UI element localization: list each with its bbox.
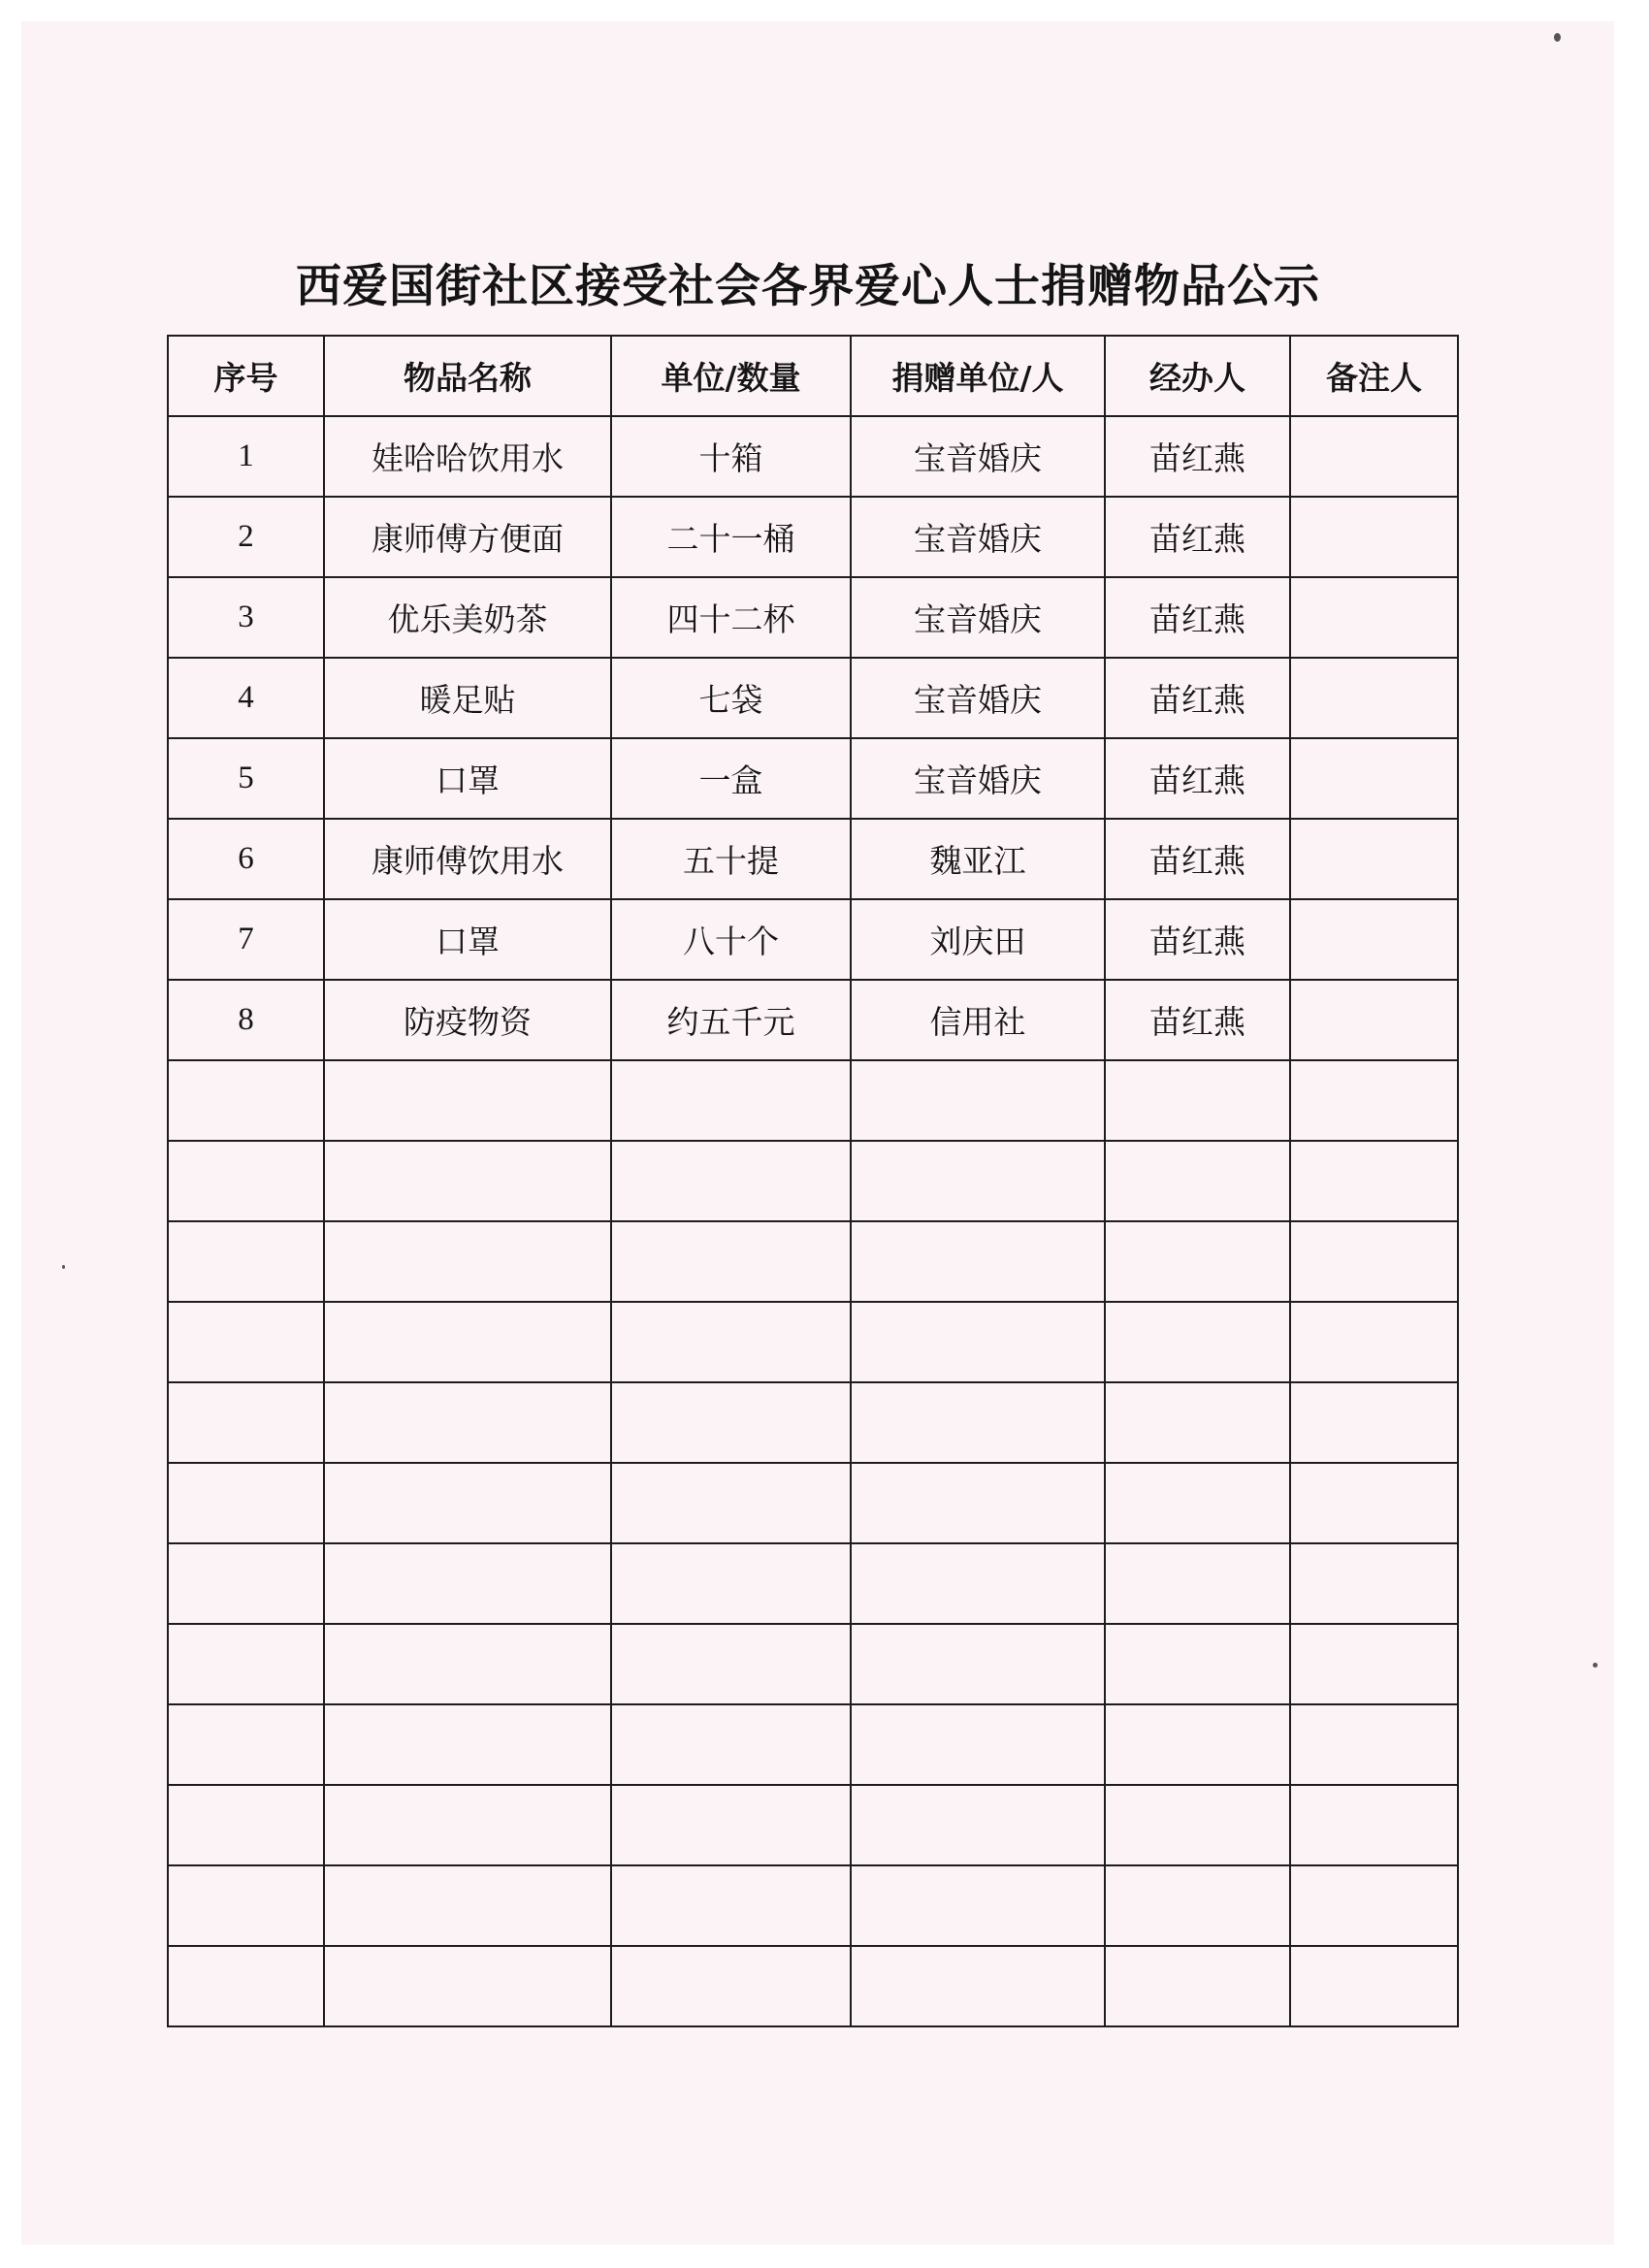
empty-cell <box>851 1060 1105 1141</box>
empty-cell <box>1290 1302 1458 1382</box>
table-row <box>168 899 1458 980</box>
empty-table-row <box>168 1785 1458 1865</box>
empty-cell <box>611 1785 851 1865</box>
empty-cell <box>1105 1221 1290 1302</box>
cell-donor: 刘庆田 <box>851 899 1105 980</box>
empty-cell <box>168 1946 324 2026</box>
empty-cell <box>324 1624 611 1704</box>
empty-table-row <box>168 1624 1458 1704</box>
empty-cell <box>1290 1543 1458 1624</box>
empty-cell <box>851 1382 1105 1463</box>
empty-cell <box>168 1221 324 1302</box>
empty-cell <box>1105 1946 1290 2026</box>
empty-cell <box>1105 1463 1290 1543</box>
cell-handler: 苗红燕 <box>1105 980 1290 1060</box>
empty-cell <box>851 1543 1105 1624</box>
cell-item-name: 娃哈哈饮用水 <box>324 416 611 497</box>
cell-donor: 宝音婚庆 <box>851 416 1105 497</box>
cell-donor: 宝音婚庆 <box>851 658 1105 738</box>
scan-speck <box>62 1265 65 1269</box>
cell-item-name: 口罩 <box>324 899 611 980</box>
cell-quantity: 十箱 <box>611 416 851 497</box>
empty-cell <box>324 1946 611 2026</box>
empty-cell <box>168 1704 324 1785</box>
empty-cell <box>1105 1543 1290 1624</box>
empty-table-row <box>168 1060 1458 1141</box>
empty-table-row <box>168 1543 1458 1624</box>
empty-cell <box>168 1785 324 1865</box>
table-header-row <box>168 336 1458 416</box>
empty-cell <box>1105 1865 1290 1946</box>
empty-cell <box>324 1543 611 1624</box>
empty-cell <box>611 1865 851 1946</box>
table-row <box>168 416 1458 497</box>
cell-serial: 6 <box>168 819 324 899</box>
empty-cell <box>168 1141 324 1221</box>
header-handler: 经办人 <box>1105 336 1290 416</box>
cell-serial: 4 <box>168 658 324 738</box>
cell-handler: 苗红燕 <box>1105 497 1290 577</box>
empty-cell <box>1105 1624 1290 1704</box>
empty-cell <box>1105 1141 1290 1221</box>
empty-cell <box>851 1785 1105 1865</box>
cell-donor: 宝音婚庆 <box>851 738 1105 819</box>
cell-quantity: 四十二杯 <box>611 577 851 658</box>
cell-remark <box>1290 497 1458 577</box>
scanned-page <box>21 21 1614 2245</box>
cell-handler: 苗红燕 <box>1105 738 1290 819</box>
empty-cell <box>611 1463 851 1543</box>
empty-cell <box>611 1302 851 1382</box>
cell-serial: 3 <box>168 577 324 658</box>
empty-cell <box>1290 1060 1458 1141</box>
empty-cell <box>324 1302 611 1382</box>
empty-table-row <box>168 1946 1458 2026</box>
header-remark: 备注人 <box>1290 336 1458 416</box>
empty-cell <box>611 1141 851 1221</box>
empty-cell <box>1290 1865 1458 1946</box>
cell-item-name: 暖足贴 <box>324 658 611 738</box>
empty-cell <box>611 1382 851 1463</box>
empty-cell <box>324 1060 611 1141</box>
empty-cell <box>168 1865 324 1946</box>
empty-cell <box>851 1302 1105 1382</box>
cell-serial: 1 <box>168 416 324 497</box>
cell-remark <box>1290 658 1458 738</box>
empty-cell <box>1290 1704 1458 1785</box>
empty-table-row <box>168 1382 1458 1463</box>
cell-remark <box>1290 819 1458 899</box>
cell-quantity: 七袋 <box>611 658 851 738</box>
empty-cell <box>168 1543 324 1624</box>
cell-item-name: 防疫物资 <box>324 980 611 1060</box>
empty-cell <box>324 1221 611 1302</box>
empty-cell <box>851 1624 1105 1704</box>
empty-table-row <box>168 1865 1458 1946</box>
empty-cell <box>324 1463 611 1543</box>
table-row <box>168 497 1458 577</box>
empty-cell <box>1105 1704 1290 1785</box>
empty-cell <box>168 1060 324 1141</box>
empty-cell <box>1290 1463 1458 1543</box>
cell-item-name: 优乐美奶茶 <box>324 577 611 658</box>
empty-cell <box>851 1946 1105 2026</box>
empty-cell <box>324 1704 611 1785</box>
empty-cell <box>324 1141 611 1221</box>
empty-cell <box>851 1463 1105 1543</box>
scan-speck <box>1593 1663 1598 1668</box>
table-row <box>168 819 1458 899</box>
empty-cell <box>611 1060 851 1141</box>
cell-serial: 5 <box>168 738 324 819</box>
cell-quantity: 五十提 <box>611 819 851 899</box>
table-row <box>168 577 1458 658</box>
cell-serial: 2 <box>168 497 324 577</box>
cell-donor: 宝音婚庆 <box>851 577 1105 658</box>
header-donor: 捐赠单位/人 <box>851 336 1105 416</box>
cell-quantity: 一盒 <box>611 738 851 819</box>
empty-cell <box>168 1302 324 1382</box>
empty-cell <box>611 1704 851 1785</box>
cell-item-name: 口罩 <box>324 738 611 819</box>
cell-donor: 宝音婚庆 <box>851 497 1105 577</box>
cell-handler: 苗红燕 <box>1105 899 1290 980</box>
cell-remark <box>1290 899 1458 980</box>
cell-handler: 苗红燕 <box>1105 819 1290 899</box>
cell-quantity: 二十一桶 <box>611 497 851 577</box>
cell-serial: 8 <box>168 980 324 1060</box>
empty-cell <box>1105 1382 1290 1463</box>
empty-cell <box>168 1463 324 1543</box>
empty-cell <box>1105 1060 1290 1141</box>
empty-cell <box>168 1624 324 1704</box>
table-row <box>168 738 1458 819</box>
empty-cell <box>1290 1946 1458 2026</box>
empty-cell <box>1105 1302 1290 1382</box>
empty-cell <box>168 1382 324 1463</box>
cell-handler: 苗红燕 <box>1105 577 1290 658</box>
empty-cell <box>1290 1785 1458 1865</box>
empty-cell <box>851 1704 1105 1785</box>
header-unit-quantity: 单位/数量 <box>611 336 851 416</box>
empty-cell <box>851 1865 1105 1946</box>
cell-remark <box>1290 738 1458 819</box>
page-title: 西爱国街社区接受社会各界爱心人士捐赠物品公示 <box>296 260 1320 313</box>
cell-serial: 7 <box>168 899 324 980</box>
cell-remark <box>1290 416 1458 497</box>
scan-speck <box>1554 33 1561 42</box>
empty-cell <box>851 1141 1105 1221</box>
empty-table-row <box>168 1141 1458 1221</box>
empty-cell <box>324 1865 611 1946</box>
empty-cell <box>611 1946 851 2026</box>
empty-cell <box>324 1785 611 1865</box>
donation-table <box>167 335 1459 2027</box>
table-row <box>168 658 1458 738</box>
empty-cell <box>1290 1624 1458 1704</box>
cell-donor: 魏亚江 <box>851 819 1105 899</box>
cell-quantity: 八十个 <box>611 899 851 980</box>
empty-cell <box>611 1624 851 1704</box>
empty-cell <box>1290 1141 1458 1221</box>
empty-cell <box>611 1543 851 1624</box>
empty-cell <box>1105 1785 1290 1865</box>
empty-table-row <box>168 1463 1458 1543</box>
empty-table-row <box>168 1302 1458 1382</box>
cell-handler: 苗红燕 <box>1105 416 1290 497</box>
empty-cell <box>851 1221 1105 1302</box>
empty-cell <box>1290 1221 1458 1302</box>
cell-quantity: 约五千元 <box>611 980 851 1060</box>
cell-item-name: 康师傅方便面 <box>324 497 611 577</box>
table-row <box>168 980 1458 1060</box>
cell-donor: 信用社 <box>851 980 1105 1060</box>
cell-remark <box>1290 980 1458 1060</box>
empty-cell <box>611 1221 851 1302</box>
empty-table-row <box>168 1221 1458 1302</box>
header-serial: 序号 <box>168 336 324 416</box>
cell-remark <box>1290 577 1458 658</box>
cell-handler: 苗红燕 <box>1105 658 1290 738</box>
header-item-name: 物品名称 <box>324 336 611 416</box>
empty-cell <box>324 1382 611 1463</box>
cell-item-name: 康师傅饮用水 <box>324 819 611 899</box>
empty-cell <box>1290 1382 1458 1463</box>
empty-table-row <box>168 1704 1458 1785</box>
